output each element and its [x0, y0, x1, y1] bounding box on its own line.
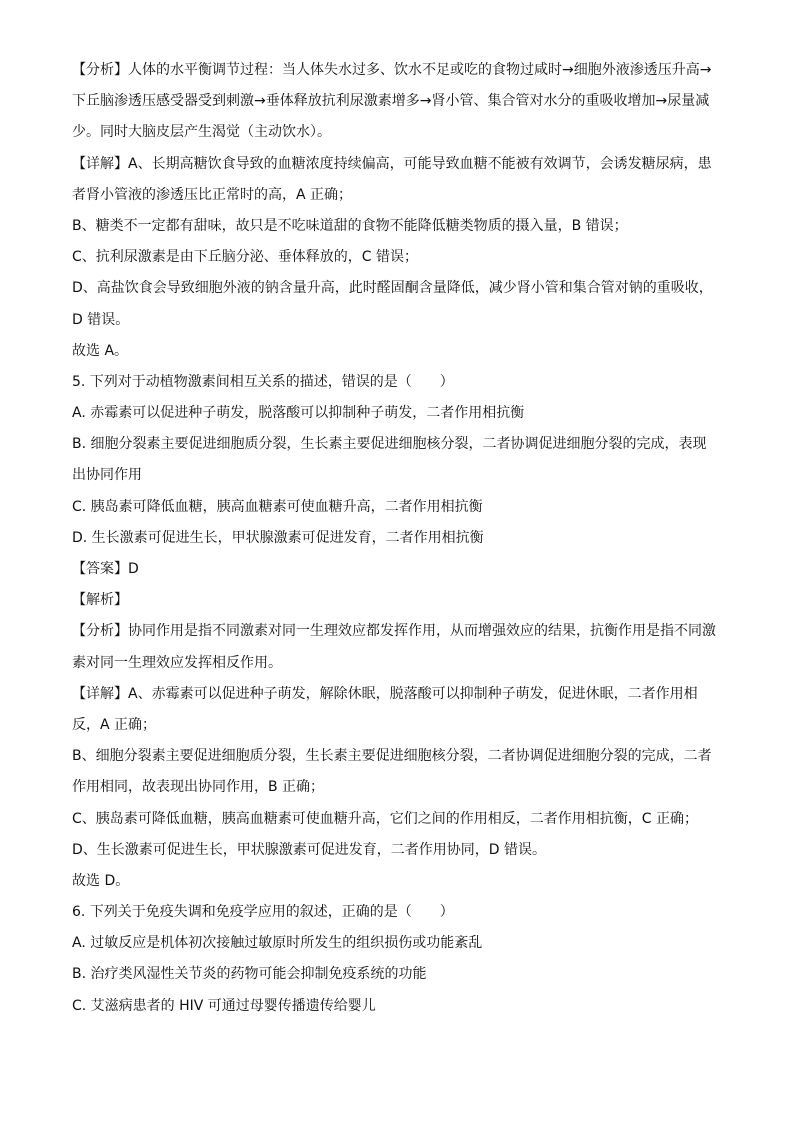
conclusion-line-5: 故选 D。 [72, 872, 130, 889]
q5-detail-line-5: C、胰岛素可降低血糖，胰高血糖素可使血糖升高，它们之间的作用相反，二者作用相抗衡，C 正确； [72, 810, 698, 827]
q5-detail-line-3: B、细胞分裂素主要促进细胞质分裂，生长素主要促进细胞核分裂，二者协调促进细胞分裂的完成，二者 [72, 748, 712, 765]
question-5-option-d: D. 生长激素可促进生长，甲状腺激素可促进发育，二者作用相抗衡 [72, 529, 484, 546]
document-page [72, 60, 720, 1027]
analysis-line-1: 【分析】人体的水平衡调节过程：当人体失水过多、饮水不足或吃的食物过咸时→细胞外液渗透压升高→ [72, 62, 712, 78]
q5-detail-line-2: 反，A 正确； [72, 716, 157, 733]
detail-line-6: D 错误。 [72, 311, 130, 328]
question-5-option-a: A. 赤霉素可以促进种子萌发，脱落酸可以抑制种子萌发，二者作用相抗衡 [72, 405, 525, 422]
detail-line-1: 【详解】A、长期高糖饮食导致的血糖浓度持续偏高，可能导致血糖不能被有效调节，会诱发糖尿病，患 [72, 155, 712, 172]
q5-detail-line-4: 作用相同，故表现出协同作用，B 正确； [72, 779, 325, 796]
question-5-option-b-2: 出协同作用 [72, 467, 142, 484]
question-6-option-a: A. 过敏反应是机体初次接触过敏原时所发生的组织损伤或功能紊乱 [72, 935, 483, 952]
q5-detail-line-6: D、生长激素可促进生长，甲状腺激素可促进发育，二者作用协同，D 错误。 [72, 841, 547, 858]
question-6-option-c: C. 艾滋病患者的 HIV 可通过母婴传播遗传给婴儿 [72, 997, 376, 1014]
detail-line-5: D、高盐饮食会导致细胞外液的钠含量升高，此时醛固酮含量降低，减少肾小管和集合管对钠的重吸收， [72, 280, 713, 297]
question-5-option-c: C. 胰岛素可降低血糖，胰高血糖素可使血糖升高，二者作用相抗衡 [72, 498, 483, 515]
detail-line-3: B、糖类不一定都有甜味，故只是不吃味道甜的食物不能降低糖类物质的摄入量，B 错误； [72, 217, 628, 234]
q5-analysis-line-2: 素对同一生理效应发挥相反作用。 [72, 654, 282, 671]
question-6-option-b: B. 治疗类风湿性关节炎的药物可能会抑制免疫系统的功能 [72, 966, 427, 983]
explanation-label: 【解析】 [72, 592, 128, 609]
analysis-line-2: 下丘脑渗透压感受器受到刺激→垂体释放抗利尿激素增多→肾小管、集合管对水分的重吸收增加→尿量减 [72, 93, 710, 110]
detail-line-4: C、抗利尿激素是由下丘脑分泌、垂体释放的，C 错误； [72, 249, 418, 266]
q5-detail-line-1: 【详解】A、赤霉素可以促进种子萌发，解除休眠，脱落酸可以抑制种子萌发，促进休眠，二者作用相 [72, 685, 698, 702]
question-6-stem: 6. 下列关于免疫失调和免疫学应用的叙述，正确的是（ ） [72, 904, 454, 921]
analysis-line-3: 少。同时大脑皮层产生渴觉（主动饮水）。 [72, 124, 331, 141]
question-5-stem: 5. 下列对于动植物激素间相互关系的描述，错误的是（ ） [72, 373, 454, 390]
conclusion-line-4: 故选 A。 [72, 342, 129, 359]
question-5-option-b-1: B. 细胞分裂素主要促进细胞质分裂，生长素主要促进细胞核分裂，二者协调促进细胞分裂的完成，表现 [72, 436, 707, 453]
q5-analysis-line-1: 【分析】协同作用是指不同激素对同一生理效应都发挥作用，从而增强效应的结果，抗衡作用是指不同激 [72, 623, 716, 640]
detail-line-2: 者肾小管液的渗透压比正常时的高，A 正确； [72, 186, 353, 203]
answer-label: 【答案】D [72, 561, 139, 577]
